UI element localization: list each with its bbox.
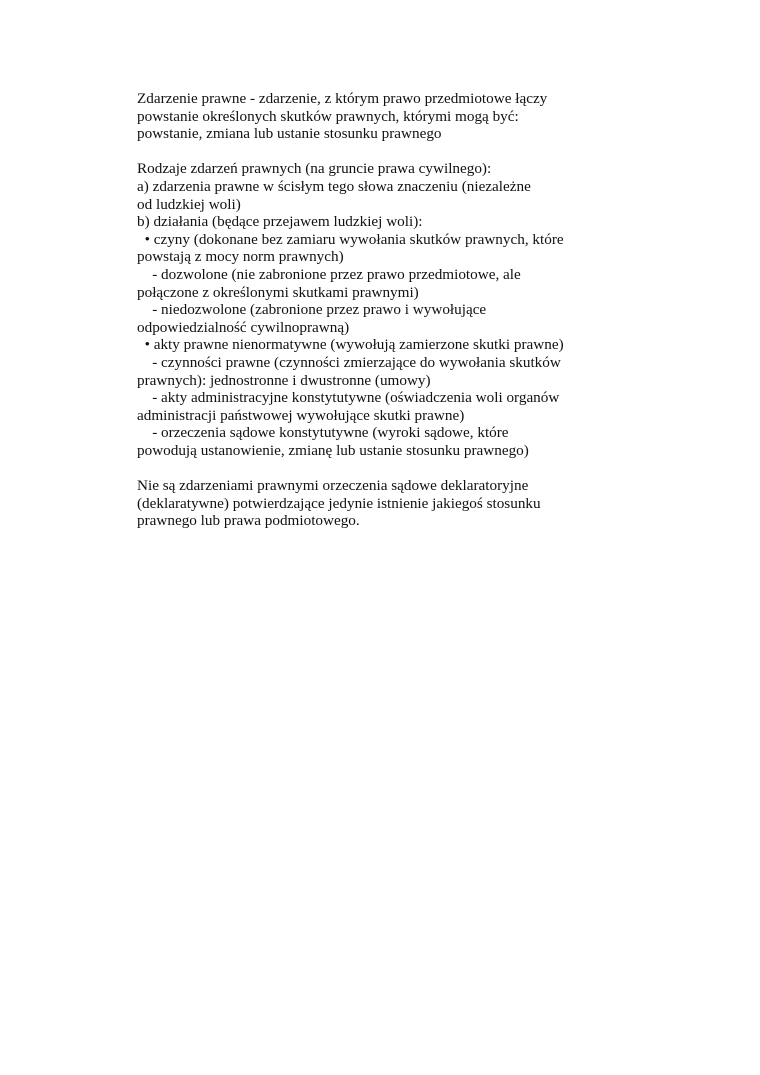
text-line: prawnego lub prawa podmiotowego. [137,512,360,530]
text-line: powodują ustanowienie, zmianę lub ustanie stosunku prawnego) [137,441,529,459]
text-line: połączone z określonymi skutkami prawnymi) [137,283,419,301]
text-line: prawnych): jednostronne i dwustronne (umowy) [137,371,431,389]
text-line: administracji państwowej wywołujące skutki prawne) [137,406,465,424]
text-line: powstanie, zmiana lub ustanie stosunku prawnego [137,125,442,143]
text-line: (deklaratywne) potwierdzające jedynie istnienie jakiegoś stosunku [137,494,541,512]
paragraph-declaratory [137,477,617,530]
text-line: powstanie określonych skutków prawnych, którymi mogą być: [137,107,519,125]
text-line: - niedozwolone (zabronione przez prawo i wywołujące [137,301,487,319]
paragraph-definition [137,90,617,143]
text-line: - akty administracyjne konstytutywne (oświadczenia woli organów [137,389,560,407]
text-line: • czyny (dokonane bez zamiaru wywołania skutków prawnych, które [137,230,564,248]
text-line: Zdarzenie prawne - zdarzenie, z którym prawo przedmiotowe łączy [137,90,548,107]
text-line: - dozwolone (nie zabronione przez prawo przedmiotowe, ale [137,265,521,283]
document-body [137,90,617,547]
text-line: od ludzkiej woli) [137,195,241,213]
text-line: • akty prawne nienormatywne (wywołują zamierzone skutki prawne) [137,336,564,354]
text-line: odpowiedzialność cywilnoprawną) [137,318,350,336]
text-line: - czynności prawne (czynności zmierzające do wywołania skutków [137,353,561,371]
text-line: a) zdarzenia prawne w ścisłym tego słowa znaczeniu (niezależne [137,177,531,195]
text-line: - orzeczenia sądowe konstytutywne (wyroki sądowe, które [137,424,509,442]
text-line: Rodzaje zdarzeń prawnych (na gruncie prawa cywilnego): [137,160,492,178]
text-line: powstają z mocy norm prawnych) [137,248,344,266]
text-line: Nie są zdarzeniami prawnymi orzeczenia sądowe deklaratoryjne [137,477,529,495]
paragraph-types [137,160,617,459]
text-line: b) działania (będące przejawem ludzkiej woli): [137,213,423,231]
